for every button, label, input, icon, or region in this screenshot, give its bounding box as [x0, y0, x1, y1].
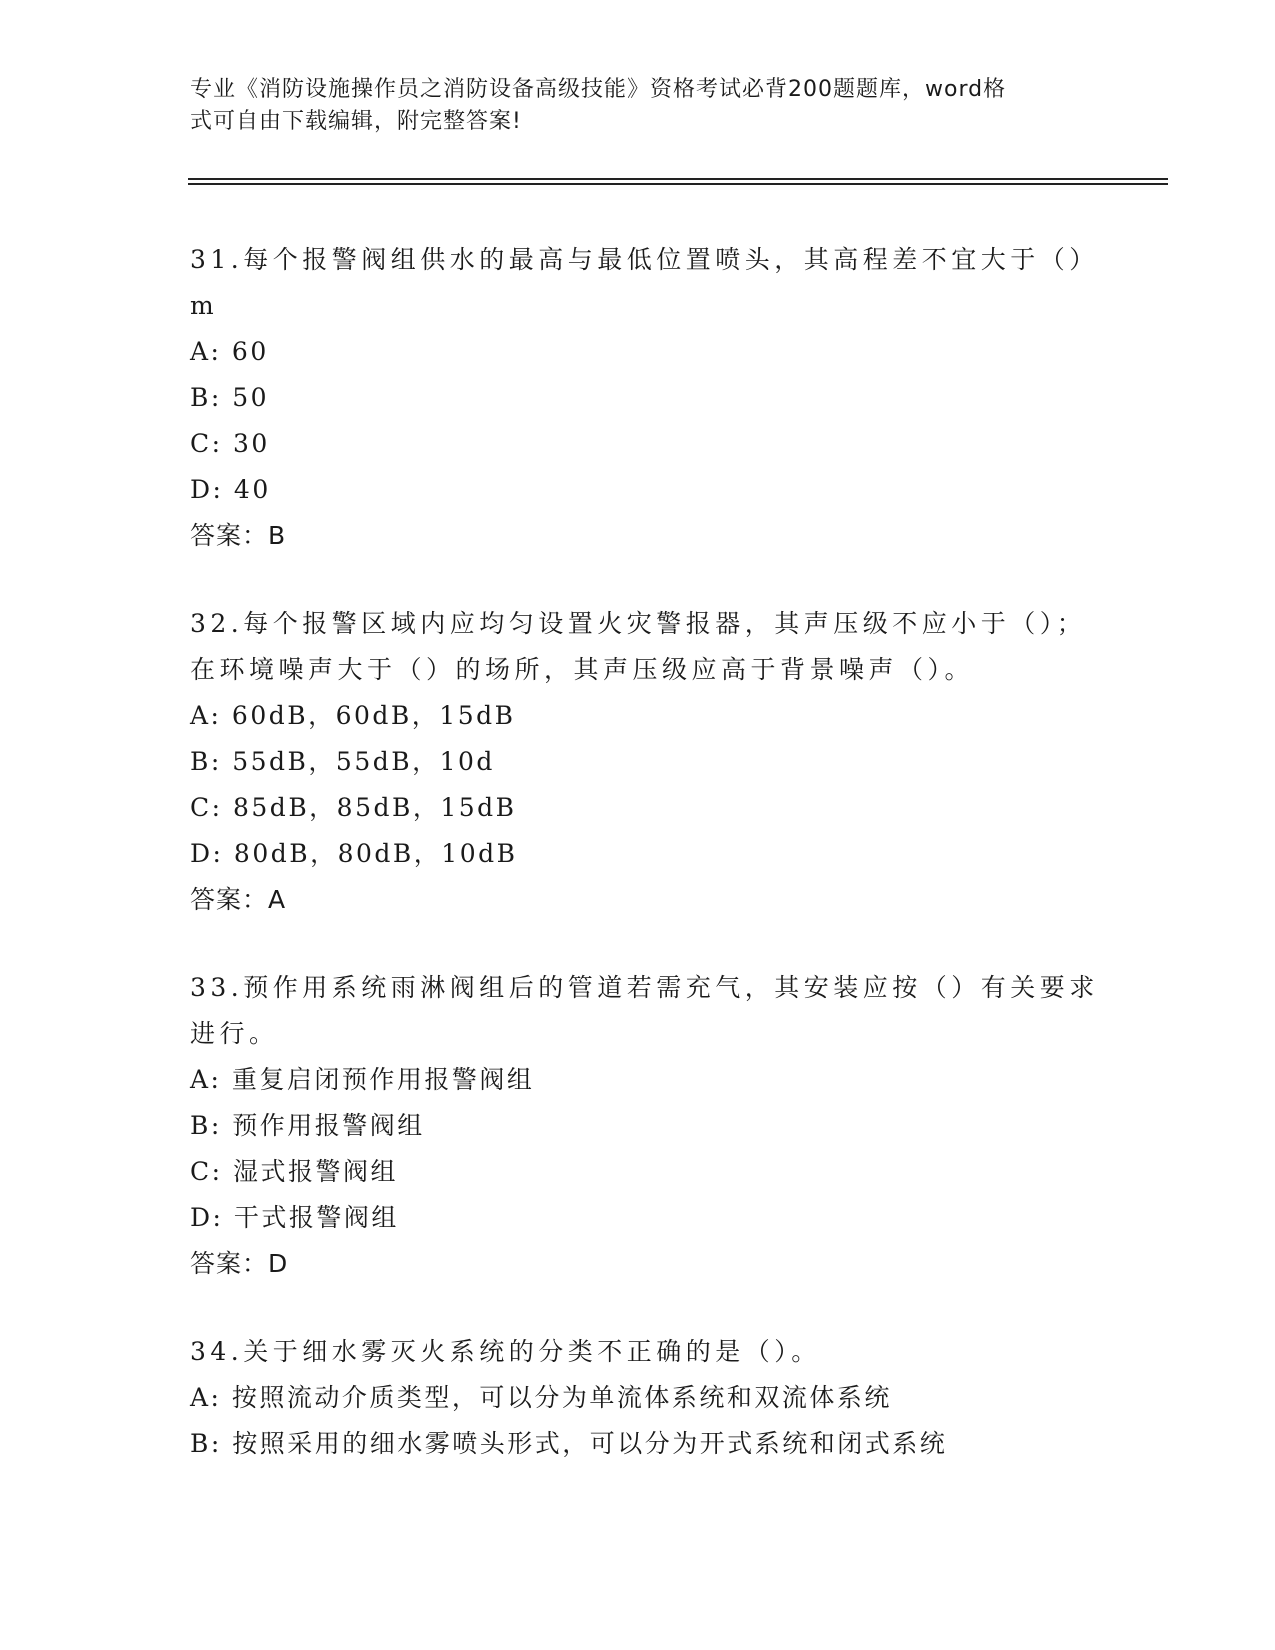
option-d: D: 80dB，80dB，10dB — [190, 839, 518, 868]
option-a: A: 按照流动介质类型，可以分为单流体系统和双流体系统 — [190, 1383, 892, 1412]
option-d: D: 干式报警阀组 — [190, 1203, 399, 1232]
question-text: 32.每个报警区域内应均匀设置火灾警报器，其声压级不应小于（）； — [190, 609, 1087, 638]
option-c: C: 30 — [190, 429, 270, 458]
question-text: 34.关于细水雾灭火系统的分类不正确的是（）。 — [190, 1337, 821, 1366]
option-c: C: 湿式报警阀组 — [190, 1157, 398, 1186]
question-list — [190, 237, 1190, 1509]
answer: 答案：B — [190, 521, 287, 550]
option-a: A: 60dB，60dB，15dB — [190, 701, 516, 730]
document-header — [190, 74, 1090, 138]
question-text: 在环境噪声大于（）的场所，其声压级应高于背景噪声（）。 — [190, 655, 975, 684]
header-line-2: 式可自由下载编辑，附完整答案! — [190, 109, 522, 134]
answer: 答案：D — [190, 1249, 289, 1278]
question-31 — [190, 237, 1190, 559]
option-d: D: 40 — [190, 475, 271, 504]
option-b: B: 55dB，55dB，10d — [190, 747, 495, 776]
option-a: A: 重复启闭预作用报警阀组 — [190, 1065, 535, 1094]
question-33 — [190, 965, 1190, 1287]
option-c: C: 85dB，85dB，15dB — [190, 793, 517, 822]
header-line-1: 专业《消防设施操作员之消防设备高级技能》资格考试必背200题题库，word格 — [190, 77, 1007, 102]
question-text: 31.每个报警阀组供水的最高与最低位置喷头，其高程差不宜大于（） — [190, 245, 1099, 274]
header-divider-top — [188, 178, 1168, 180]
option-a: A: 60 — [190, 337, 269, 366]
header-divider-bottom — [188, 183, 1168, 185]
option-b: B: 50 — [190, 383, 270, 412]
question-text: m — [190, 291, 219, 320]
question-34 — [190, 1329, 1190, 1467]
option-b: B: 按照采用的细水雾喷头形式，可以分为开式系统和闭式系统 — [190, 1429, 948, 1458]
question-text: 进行。 — [190, 1019, 279, 1048]
option-b: B: 预作用报警阀组 — [190, 1111, 425, 1140]
question-32 — [190, 601, 1190, 923]
question-text: 33.预作用系统雨淋阀组后的管道若需充气，其安装应按（）有关要求 — [190, 973, 1099, 1002]
answer: 答案：A — [190, 885, 287, 914]
